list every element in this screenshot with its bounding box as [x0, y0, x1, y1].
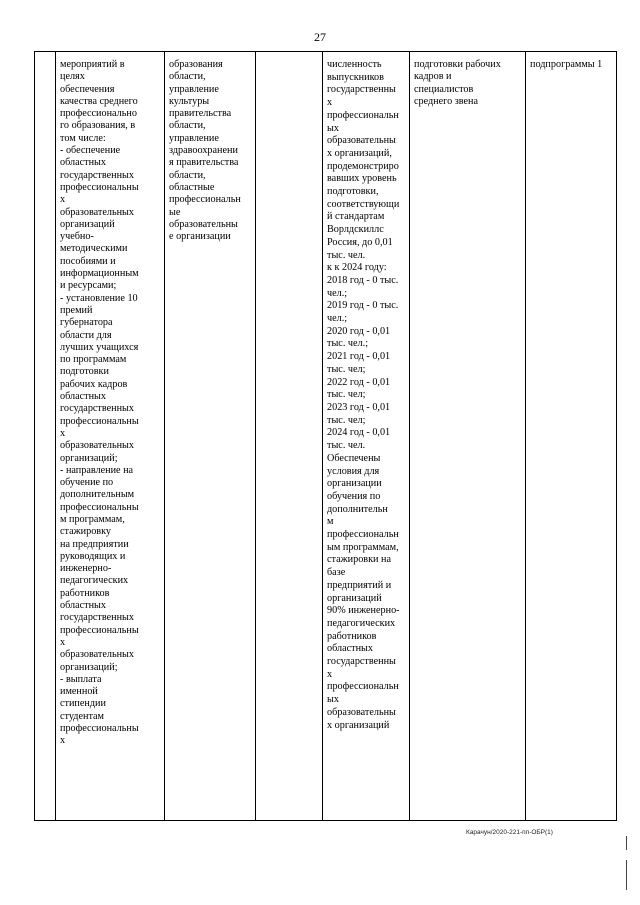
- page-number: 27: [314, 30, 326, 44]
- table-cell-subprogram: подпрограммы 1: [526, 52, 617, 821]
- table-cell-executors: образования области, управление культуры правительства области, управление здравоохранени я правительства области, областные профессиональн ые образовательны е организации: [165, 52, 256, 821]
- document-table: [34, 51, 617, 821]
- table-cell-relation: подготовки рабочих кадров и специалистов среднего звена: [410, 52, 526, 821]
- scan-edge-mark: [626, 860, 627, 890]
- table-cell-number: [35, 52, 56, 821]
- table-cell-period: [256, 52, 323, 821]
- document-id: Карачун/2020-221-пп-ОБР(1): [466, 829, 553, 836]
- table-row: [35, 52, 617, 821]
- table-cell-activities: мероприятий в целях обеспечения качества среднего профессионально го образования, в том числе: - обеспечение областных государственных профессиональны х образовательных организаций учебно- методическими пособиями и информационным и ресурсами; - установление 10 премий губернатора области для лучших учащихся по программам подготовки рабочих кадров областных государственных профессиональны х образовательных организаций; - направление на обучение по дополнительным профессиональны м программам, стажировку на предприятии руководящих и инженерно- педагогических работников областных государственных профессиональны х образовательных организаций; - выплата именной стипендии студентам профессиональны х: [56, 52, 165, 821]
- scan-edge-mark: [626, 836, 627, 850]
- table-cell-results: численность выпускников государственны х профессиональн ых образовательны х организаций, продемонстриро вавших уровень подготовки, соответствующи й стандартам Ворлдскиллс Россия, до 0,01 тыс. чел. к к 2024 году: 2018 год - 0 тыс. чел.; 2019 год - 0 тыс. чел.; 2020 год - 0,01 тыс. чел.; 2021 год - 0,01 тыс. чел; 2022 год - 0,01 тыс. чел; 2023 год - 0,01 тыс. чел; 2024 год - 0,01 тыс. чел. Обеспечены условия для организации обучения по дополнительн м профессиональн ым программам, стажировки на базе предприятий и организаций 90% инженерно- педагогических работников областных государственны х профессиональн ых образовательны х организаций: [323, 52, 410, 821]
